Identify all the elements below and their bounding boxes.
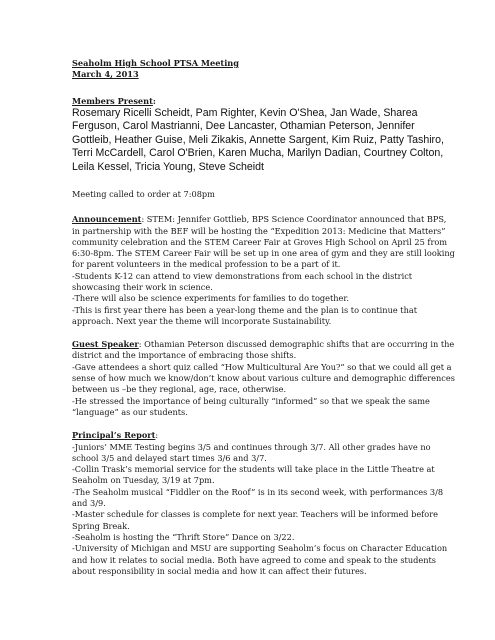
principals-report-bullet: -Collin Trask’s memorial service for the students will take place in the Little Theatre at Seaholm on Tuesday, 3/19 at 7pm. — [72, 464, 435, 486]
announcement-bullet: -This is first year there has been a year-long theme and the plan is to continue that approach. Next year the theme will incorporate Sustainability. — [72, 304, 418, 326]
document-title: Seaholm High School PTSA Meeting — [72, 58, 239, 68]
principals-report-bullet: -Master schedule for classes is complete for next year. Teachers will be informed before Spring Break. — [72, 509, 438, 531]
announcement-bullet: -Students K-12 can attend to view demonstrations from each school in the district showcasing their work in science. — [72, 270, 413, 292]
guest-speaker-bullet: -Gave attendees a short quiz called “How Multicultural Are You?” so that we could all get a sense of how much we know/don’t know about various culture and demographic differences between us –be they regional, age, race, otherwise. — [72, 361, 455, 395]
principals-report-label: Principal’s Report — [72, 430, 156, 441]
principals-report-bullet: -Juniors’ MME Testing begins 3/5 and continues through 3/7. All other grades have no school 3/5 and delayed start times 3/6 and 3/7. — [72, 441, 431, 463]
guest-speaker-text: : Othamian Peterson discussed demographic shifts that are occurring in the district and the importance of embracing those shifts. — [72, 339, 455, 361]
principals-report-section — [72, 430, 455, 577]
guest-speaker-section — [72, 339, 455, 418]
members-section — [72, 96, 455, 107]
guest-speaker-bullet: -He stressed the importance of being culturally “informed” so that we speak the same “language” as our students. — [72, 395, 430, 417]
announcement-text: : STEM: Jennifer Gottlieb, BPS Science Coordinator announced that BPS, in partnership with the BEF will be hosting the “Expedition 2013: Medicine that Matters” community celebration and the STEM Career Fair at Groves High School on April 25 from 6:30-8pm. The STEM Career Fair will be set up in one area of gym and they are still looking for parent volunteers in the medical profession to be a part of it. — [72, 214, 455, 270]
announcement-paragraph — [72, 214, 455, 270]
meeting-date: March 4, 2013 — [72, 69, 139, 80]
principals-report-colon: : — [155, 430, 159, 441]
announcement-label: Announcement — [72, 214, 142, 225]
guest-speaker-label: Guest Speaker — [72, 339, 139, 350]
principals-report-bullet: -University of Michigan and MSU are supporting Seaholm’s focus on Character Education and how it relates to social media. Both have agreed to come and speak to the students about responsibility in social media and how it can affect their futures. — [72, 543, 448, 576]
announcement-section — [72, 214, 455, 327]
members-names: Rosemary Ricelli Scheidt, Pam Righter, Kevin O'Shea, Jan Wade, Sharea Ferguson, Carol Mastrianni, Dee Lancaster, Othamian Peterson, Jennifer Gottleib, Heather Guise, Meli Zikakis, Annette Sargent, Kim Ruiz, Patty Tashiro, Terri McCardell, Carol O'Brien, Karen Mucha, Marilyn Dadian, Courtney Colton, Leila Kessel, Tricia Young, Steve Scheidt — [72, 106, 444, 173]
call-to-order: Meeting called to order at 7:08pm — [72, 188, 215, 199]
principals-report-bullet: -Seaholm is hosting the “Thrift Store” Dance on 3/22. — [72, 531, 295, 542]
members-colon: : — [152, 95, 156, 106]
members-heading: Members Present — [72, 95, 153, 106]
principals-report-bullet: -The Seaholm musical “Fiddler on the Roof” is in its second week, with performances 3/8 and 3/9. — [72, 486, 444, 509]
principals-report-heading — [72, 430, 455, 441]
announcement-bullet: -There will also be science experiments for families to do together. — [72, 293, 350, 304]
guest-speaker-paragraph — [72, 339, 455, 362]
